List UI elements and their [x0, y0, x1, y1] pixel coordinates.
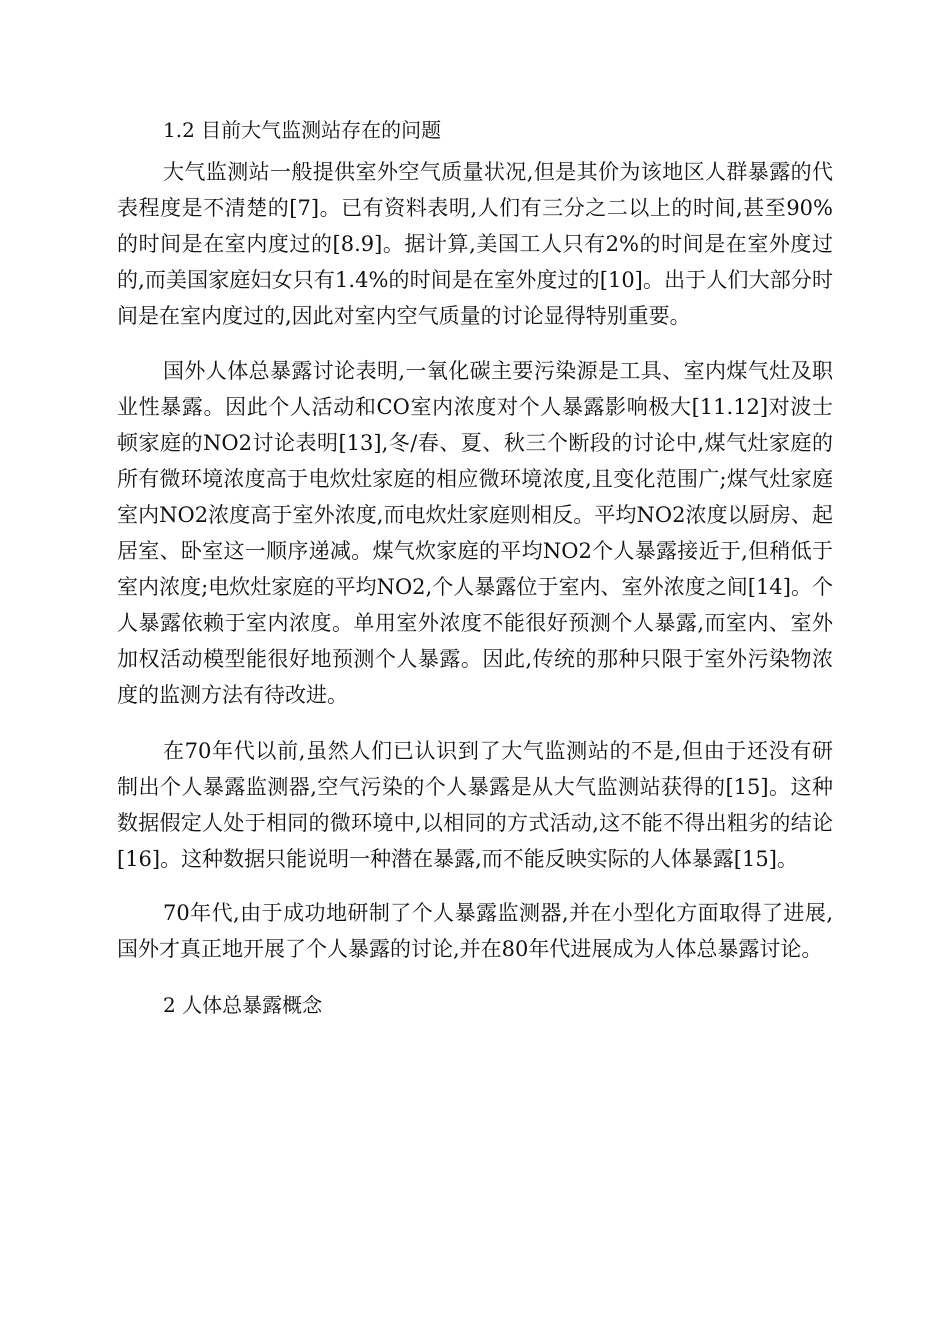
paragraph-3: 在70年代以前,虽然人们已认识到了大气监测站的不是,但由于还没有研制出个人暴露监测器,空气污染的个人暴露是从大气监测站获得的[15]。这种数据假定人处于相同的微环境中,以相同的方式活动,这不能不得出粗劣的结论[16]。这种数据只能说明一种潜在暴露,而不能反映实际的人体暴露[15]。	[117, 739, 833, 871]
section-heading-2: 2 人体总暴露概念	[163, 993, 323, 1017]
paragraph-4: 70年代,由于成功地研制了个人暴露监测器,并在小型化方面取得了进展,国外才真正地开展了个人暴露的讨论,并在80年代进展成为人体总暴露讨论。	[117, 901, 833, 961]
section-heading-1-2: 1.2 目前大气监测站存在的问题	[163, 118, 442, 142]
paragraph-1: 大气监测站一般提供室外空气质量状况,但是其价为该地区人群暴露的代表程度是不清楚的[7]。已有资料表明,人们有三分之二以上的时间,甚至90%的时间是在室内度过的[8.9]。据计算,美国工人只有2%的时间是在室外度过的,而美国家庭妇女只有1.4%的时间是在室外度过的[10]。出于人们大部分时间是在室内度过的,因此对室内空气质量的讨论显得特别重要。	[117, 160, 833, 328]
document-page	[117, 112, 833, 1029]
paragraph-2: 国外人体总暴露讨论表明,一氧化碳主要污染源是工具、室内煤气灶及职业性暴露。因此个人活动和CO室内浓度对个人暴露影响极大[11.12]对波士顿家庭的NO2讨论表明[13],冬/春、夏、秋三个断段的讨论中,煤气灶家庭的所有微环境浓度高于电炊灶家庭的相应微环境浓度,且变化范围广;煤气灶家庭室内NO2浓度高于室外浓度,而电炊灶家庭则相反。平均NO2浓度以厨房、起居室、卧室这一顺序递减。煤气炊家庭的平均NO2个人暴露接近于,但稍低于室内浓度;电炊灶家庭的平均NO2,个人暴露位于室内、室外浓度之间[14]。个人暴露依赖于室内浓度。单用室外浓度不能很好预测个人暴露,而室内、室外加权活动模型能很好地预测个人暴露。因此,传统的那种只限于室外污染物浓度的监测方法有待改进。	[117, 359, 833, 707]
